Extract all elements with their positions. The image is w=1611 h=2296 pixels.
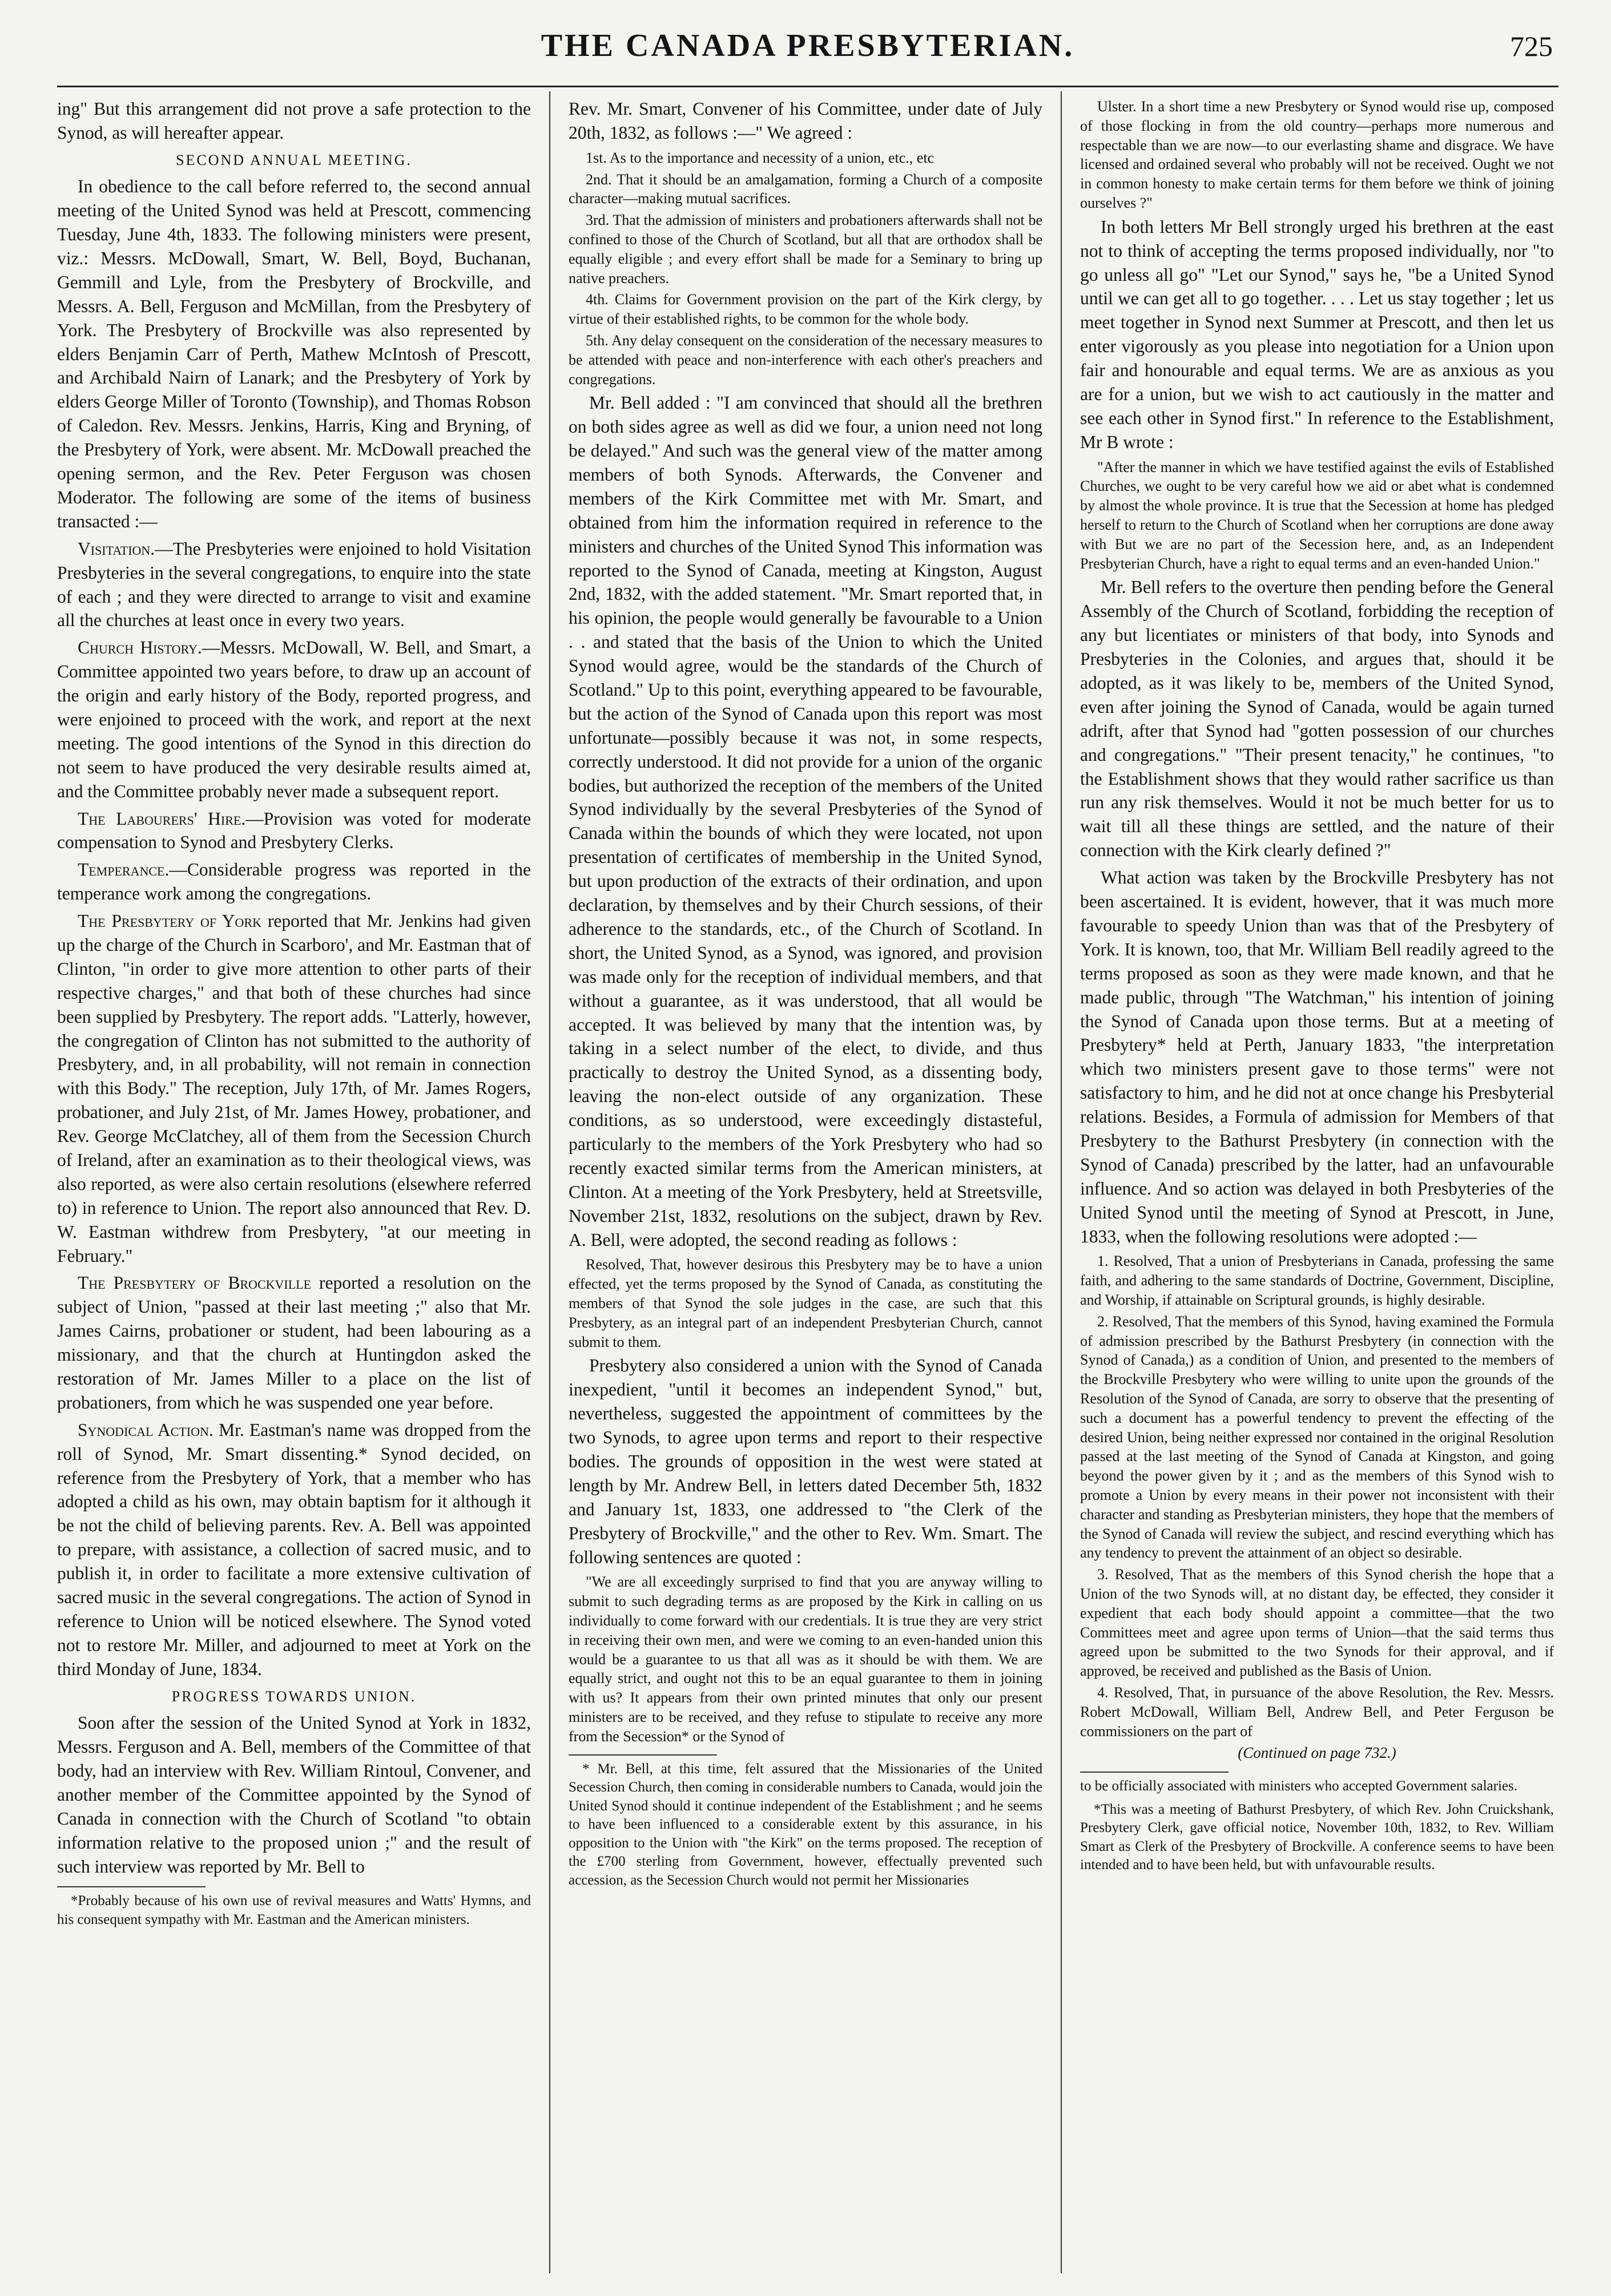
resolution-item: 4. Resolved, That, in pursuance of the above Resolution, the Rev. Messrs. Robert McDowall, William Bell, Andrew Bell, and Peter Ferguson be commissioners on the part of xyxy=(1080,1684,1554,1740)
quote-item: 3rd. That the admission of ministers and probationers afterwards shall not be confined to those of the Church of Scotland, but all that are orthodox shall be equally eligible ; and every effort shall be made for a Seminary to bring up native preachers. xyxy=(569,212,1042,287)
paragraph xyxy=(57,537,531,633)
footnote-continued: to be officially associated with ministers who accepted Government salaries. xyxy=(1080,1778,1517,1794)
quoted-letter xyxy=(1080,458,1554,574)
page-number: 725 xyxy=(1510,30,1553,62)
resolution-item: 3. Resolved, That as the members of this Synod cherish the hope that a Union of the two Synods will, at no distant day, be effected, they consider it expedient that each body should appoint a committee—that the two Committees meet and agree upon terms of Union—that the said terms thus agreed upon be submitted to the two Synods for their approval, and if approved, be received and published as the Basis of Union. xyxy=(1080,1566,1554,1680)
footnote: *Probably because of his own use of revival measures and Watts' Hymns, and his consequent sympathy with Mr. Eastman and the American ministers. xyxy=(57,1893,531,1927)
resolution-item: 1. Resolved, That a union of Presbyterians in Canada, professing the same faith, and adhering to the same standards of Doctrine, Government, Discipline, and Worship, if attainable on Scriptural grounds, is highly desirable. xyxy=(1080,1253,1554,1308)
section-heading: PROGRESS TOWARDS UNION. xyxy=(171,1688,417,1705)
quoted-letter xyxy=(569,1572,1042,1746)
paragraph xyxy=(57,807,531,855)
quote-item: 5th. Any delay consequent on the consideration of the necessary measures to be attended with peace and non-interference with each other's preachers and congregations. xyxy=(569,332,1042,388)
page-header xyxy=(57,23,1558,87)
quote-item: "We are all exceedingly surprised to find that you are anyway willing to submit to such degrading terms as are proposed by the Kirk in calling on us individually to come forward with our credentials. It is true they are very strict in receiving their own men, and were we coming to an even-handed union this would be a guarantee to us that all was as it should be with them. We are equally strict, and ought not this to be an equal guarantee to them in joining with us? It appears from their own printed minutes that only our present ministers are to be received, and they refuse to stipulate to receive any more from the Secession* or the Synod of xyxy=(569,1573,1042,1745)
paragraph xyxy=(57,858,531,906)
paragraph-text: reported a resolution on the subject of Union, "passed at their last meeting ;" also that Mr. James Cairns, probationer or student, had been labouring as a missionary, and that the church at Huntingdon asked the restoration of Mr. James Miller to a place on the list of probationers, from which he was suspended one year before. xyxy=(57,1273,531,1413)
column-rule xyxy=(1061,91,1062,2273)
paragraph xyxy=(57,636,531,803)
quoted-resolution xyxy=(569,1255,1042,1351)
paragraph-text: —Provision was voted for moderate compensation to Synod and Presbytery Clerks. xyxy=(57,808,531,853)
lead-phrase: The Presbytery of Brockville xyxy=(78,1273,312,1293)
section-heading: SECOND ANNUAL MEETING. xyxy=(176,151,412,168)
paragraph: ing" But this arrangement did not prove a safe protection to the Synod, as will hereafter appear. xyxy=(57,99,531,143)
footnote: *This was a meeting of Bathurst Presbytery, of which Rev. John Cruickshank, Presbytery Clerk, gave official notice, November 10th, 1832, to Rev. William Smart as Clerk of the Presbytery of Brockville. A conference seems to have been intended and to have been held, but with unfavourable results. xyxy=(1080,1801,1554,1873)
paragraph-text: —Considerable progress was reported in the temperance work among the congregations. xyxy=(57,860,531,904)
paragraph-text: —Messrs. McDowall, W. Bell, and Smart, a Committee appointed two years before, to draw up an account of the origin and early history of the Body, reported progress, and were enjoined to proceed with the work, and report at the next meeting. The good intentions of the Synod in this direction do not seem to have produced the very desirable results aimed at, and the Committee probably never made a subsequent report. xyxy=(57,637,531,801)
paragraph: What action was taken by the Brockville Presbytery has not been ascertained. It is evident, however, that it was much more favourable to speedy Union than was that of the Presbytery of York. It is known, too, that Mr. William Bell readily agreed to the terms proposed as soon as they were made known, and that he made public, through "The Watchman," his intention of joining the Synod of Canada upon those terms. But at a meeting of Presbytery* held at Perth, January 1833, "the interpretation which two ministers present gave to those terms" were not satisfactory to him, and he did not at once change his Presbyterial relations. Besides, a Formula of admission for Members of that Presbytery to the Bathurst Presbytery (in connection with the Synod of Canada) prescribed by the latter, had an unfavourable influence. And so action was delayed in both Presbyteries of the United Synod until the meeting of Synod at Prescott, in June, 1833, when the following resolutions were adopted :— xyxy=(1080,867,1554,1246)
column-rule xyxy=(549,91,550,2273)
lead-phrase: Temperance. xyxy=(78,860,170,880)
column-right xyxy=(1080,97,1554,2273)
lead-phrase: The Presbytery of York xyxy=(78,911,261,931)
paragraph-text: —The Presbyteries were enjoined to hold Visitation Presbyteries in the several congregations, to enquire into the state of each ; and they were directed to arrange to visit and examine all the churches at least once in every two years. xyxy=(57,538,531,631)
quote-item: 4th. Claims for Government provision on the part of the Kirk clergy, by virtue of their established rights, to be common for the whole body. xyxy=(569,291,1042,328)
paragraph: Rev. Mr. Smart, Convener of his Committee, under date of July 20th, 1832, as follows :—" We agreed : xyxy=(569,99,1042,143)
paragraph-text: Mr. Eastman's name was dropped from the roll of Synod, Mr. Smart dissenting.* Synod decided, on reference from the Presbytery of York, that a member who has adopted a child as his own, may obtain baptism for it although it be not the child of believing parents. Rev. A. Bell was appointed to prepare, with assistance, a collection of sacred music, and to publish it, in order to facilitate a more extensive cultivation of sacred music in the several congregations. The action of Synod in reference to Union will be noticed elsewhere. The Synod voted not to restore Mr. Miller, and adjourned to meet at York on the third Monday of June, 1834. xyxy=(57,1419,531,1679)
column-middle xyxy=(569,97,1042,2273)
paragraph xyxy=(57,909,531,1268)
paragraph: In both letters Mr Bell strongly urged his brethren at the east not to think of accepting the terms proposed individually, nor "to go unless all go" "Let our Synod," says he, "be a United Synod until we can get all to go together. . . . Let us stay together ; let us meet together in Synod next Summer at Prescott, and then let us enter vigorously as you please into negotiation for a Union upon fair and honourable and equal terms. We are as anxious as you are for a union, but we wish to act cautiously in the matter and see each other in Synod first." In reference to the Establishment, Mr B wrote : xyxy=(1080,216,1554,452)
masthead-title: THE CANADA PRESBYTERIAN. xyxy=(541,28,1075,63)
quoted-points xyxy=(569,148,1042,389)
lead-phrase: The Labourers' Hire. xyxy=(78,808,246,829)
paragraph: Mr. Bell added : "I am convinced that should all the brethren on both sides agree as well as did we four, a union need not long be delayed." And such was the general view of the matter among members of both Synods. Afterwards, the Convener and members of the Kirk Committee met with Mr. Smart, and obtained from him the information required in reference to the ministers and churches of the United Synod This information was reported to the Synod of Canada, meeting at Kingston, August 2nd, 1832, with the added statement. "Mr. Smart reported that, in his opinion, the people would generally be favourable to a Union . . and stated that the basis of the Union to which the United Synod would agree, would be the standards of the Church of Scotland." Up to this point, everything appeared to be favourable, but the action of the Synod of Canada upon this report was most unfortunate—possibly because it was not, in some respects, correctly understood. It did not provide for a union of the organic bodies, but authorized the reception of the members of the United Synod individually by the several Presbyteries of the Synod of Canada within the bounds of which they were located, not upon presentation of certificates of membership in the United Synod, but upon production of the extracts of their ordination, and upon declaration, by themselves and by their Church sessions, of their adherence to the standards, etc., of the Church of Scotland. In short, the United Synod, as a Synod, was ignored, and provision was made only for the reception of individual members, and that without a guarantee, as it was understood, that all would be accepted. It was believed by many that the intention was, by taking in a select number of the elect, to divide, and thus practically to destroy the United Synod, as a dissenting body, leaving the non-elect outside of any organization. These conditions, as so understood, were exceedingly distasteful, particularly to the members of the York Presbytery who had so recently exacted similar terms from the American ministers, at Clinton. At a meeting of the York Presbytery, held at Streetsville, November 21st, 1832, resolutions on the subject, drawn by Rev. A. Bell, were adopted, the second reading as follows : xyxy=(569,393,1042,1250)
quote-item: 2nd. That it should be an amalgamation, forming a Church of a composite character—making mutual sacrifices. xyxy=(569,171,1042,207)
resolution-item: 2. Resolved, That the members of this Synod, having examined the Formula of admission prescribed by the Bathurst Presbytery (in connection with the Synod of Canada,) as a condition of Union, and presented to the members of the Brockville Presbytery who were willing to unite upon the grounds of the Resolution of the Synod of Canada, are sorry to observe that the presenting of such a document has a powerful tendency to prevent the effecting of the desired Union, being neither expressed nor contained in the original Resolution passed at the last meeting of the Synod of Canada at Kingston, and going beyond the power given by it ; and as the members of this Synod wish to promote a Union by every means in their power not inconsistent with their character and standing as Presbyterian ministers, they hope that the members of the Synod of Canada will review the subject, and rescind everything which has any tendency to prevent the attainment of an object so desirable. xyxy=(1080,1313,1554,1561)
continued-note: (Continued on page 732.) xyxy=(1238,1744,1396,1762)
paragraph xyxy=(57,1418,531,1681)
quoted-letter-continued xyxy=(1080,97,1554,213)
paragraph: In obedience to the call before referred to, the second annual meeting of the United Synod was held at Prescott, commencing Tuesday, June 4th, 1833. The following ministers were present, viz.: Messrs. McDowall, Smart, W. Bell, Boyd, Buchanan, Gemmill and Lyle, from the Presbytery of Brockville, and Messrs. A. Bell, Ferguson and McMillan, from the Presbytery of York. The Presbytery of Brockville was also represented by elders Benjamin Carr of Perth, Mathew McIntosh of Prescott, and Archibald Nairn of Lanark; and the Presbytery of York by elders George Miller of Toronto (Township), and Thomas Robson of Caledon. Rev. Messrs. Jenkins, Harris, King and Bryning, of the Presbytery of York, were absent. Mr. McDowall preached the opening sermon, and the Rev. Peter Ferguson was chosen Moderator. The following are some of the items of business transacted :— xyxy=(57,176,531,531)
lead-phrase: Church History. xyxy=(78,637,202,658)
paragraph: Mr. Bell refers to the overture then pending before the General Assembly of the Church of Scotland, forbidding the reception of any but licentiates or ministers of that body, into Synods and Presbyteries in the Colonies, and argues that, should it be adopted, as it was likely to be, members of the United Synod, even after joining the Synod of Canada, would be again turned adrift, after that Synod had "gotten possession of our churches and congregations." "Their present tenacity," he continues, "to the Establishment shows that they would rather sacrifice us than run any risk themselves. Would it not be much better for us to wait till all these things are settled, and the nature of their connection with the Kirk clearly defined ?" xyxy=(1080,577,1554,861)
paragraph: Presbytery also considered a union with the Synod of Canada inexpedient, "until it becomes an independent Synod," but, nevertheless, suggested the appointment of committees by the two Synods, to agree upon terms and report to their respective bodies. The grounds of opposition in the west were stated at length by Mr. Andrew Bell, in letters dated December 5th, 1832 and January 1st, 1833, one addressed to "the Clerk of the Presbytery of Brockville," and the other to Rev. Wm. Smart. The following sentences are quoted : xyxy=(569,1355,1042,1567)
lead-phrase: Visitation. xyxy=(78,538,155,559)
resolutions-list xyxy=(1080,1252,1554,1741)
quote-item: Ulster. In a short time a new Presbytery or Synod would rise up, composed of those flocking in from the old country—perhaps more numerous and respectable than we are now—to our everlasting shame and disgrace. We have licensed and ordained several who probably will not be received. Ought we not in common honesty to make certain terms for them before we think of joining ourselves ?" xyxy=(1080,98,1554,211)
quote-item: 1st. As to the importance and necessity of a union, etc., etc xyxy=(586,149,935,166)
paragraph: Soon after the session of the United Synod at York in 1832, Messrs. Ferguson and A. Bell, members of the Committee of that body, had an interview with Rev. William Rintoul, Convener, and another member of the Committee appointed by the Synod of Canada in connection with the Church of Scotland "to obtain information relative to the proposed union ;" and the result of such interview was reported by Mr. Bell to xyxy=(57,1713,531,1877)
column-left xyxy=(57,97,531,2273)
footnote-rule xyxy=(569,1754,717,1756)
paragraph-text: reported that Mr. Jenkins had given up the charge of the Church in Scarboro', and Mr. Eastman that of Clinton, "in order to give more attention to other parts of their respective charges," and that both of these churches had since been supplied by Presbytery. The report adds. "Latterly, however, the congregation of Clinton has not submitted to the authority of Presbytery, and, in all probability, will not remain in connection with this Body." The reception, July 17th, of Mr. James Rogers, probationer, and July 21st, of Mr. James Howey, probationer, and Rev. George McClatchey, all of them from the Secession Church of Ireland, after an examination as to their theological views, was also reported, as were also certain resolutions (elsewhere referred to) in reference to Union. The report also announced that Rev. D. W. Eastman withdrew from Presbytery, "at our meeting in February." xyxy=(57,911,531,1266)
footnote-rule xyxy=(57,1886,206,1887)
lead-phrase: Synodical Action. xyxy=(78,1419,214,1440)
footnote: * Mr. Bell, at this time, felt assured that the Missionaries of the United Secession Church, then coming in considerable numbers to Canada, would join the United Synod should it continue independent of the Establishment ; and he seems to have been influenced to a considerable extent by this assurance, in his opposition to the Union with "the Kirk" on the terms proposed. The reception of the £700 sterling from Government, however, effectually prevented such accession, as the Secession Church would not permit her Missionaries xyxy=(569,1761,1042,1888)
quote-item: Resolved, That, however desirous this Presbytery may be to have a union effected, yet the terms proposed by the Synod of Canada, as constituting the members of that Synod the sole judges in the case, are such that this Presbytery, as an integral part of an independent Presbyterian Church, cannot submit to them. xyxy=(569,1256,1042,1350)
paragraph xyxy=(57,1271,531,1414)
quote-item: "After the manner in which we have testified against the evils of Established Churches, we ought to be very careful how we aid or abet what is condemned by almost the whole province. It is true that the Secession at home has pledged herself to return to the Church of Scotland when her corruptions are done away with But we are no part of the Secession here, and, as an Independent Presbyterian Church, have a right to equal terms and an even-handed Union." xyxy=(1080,458,1554,572)
footnote-rule xyxy=(1080,1772,1229,1773)
